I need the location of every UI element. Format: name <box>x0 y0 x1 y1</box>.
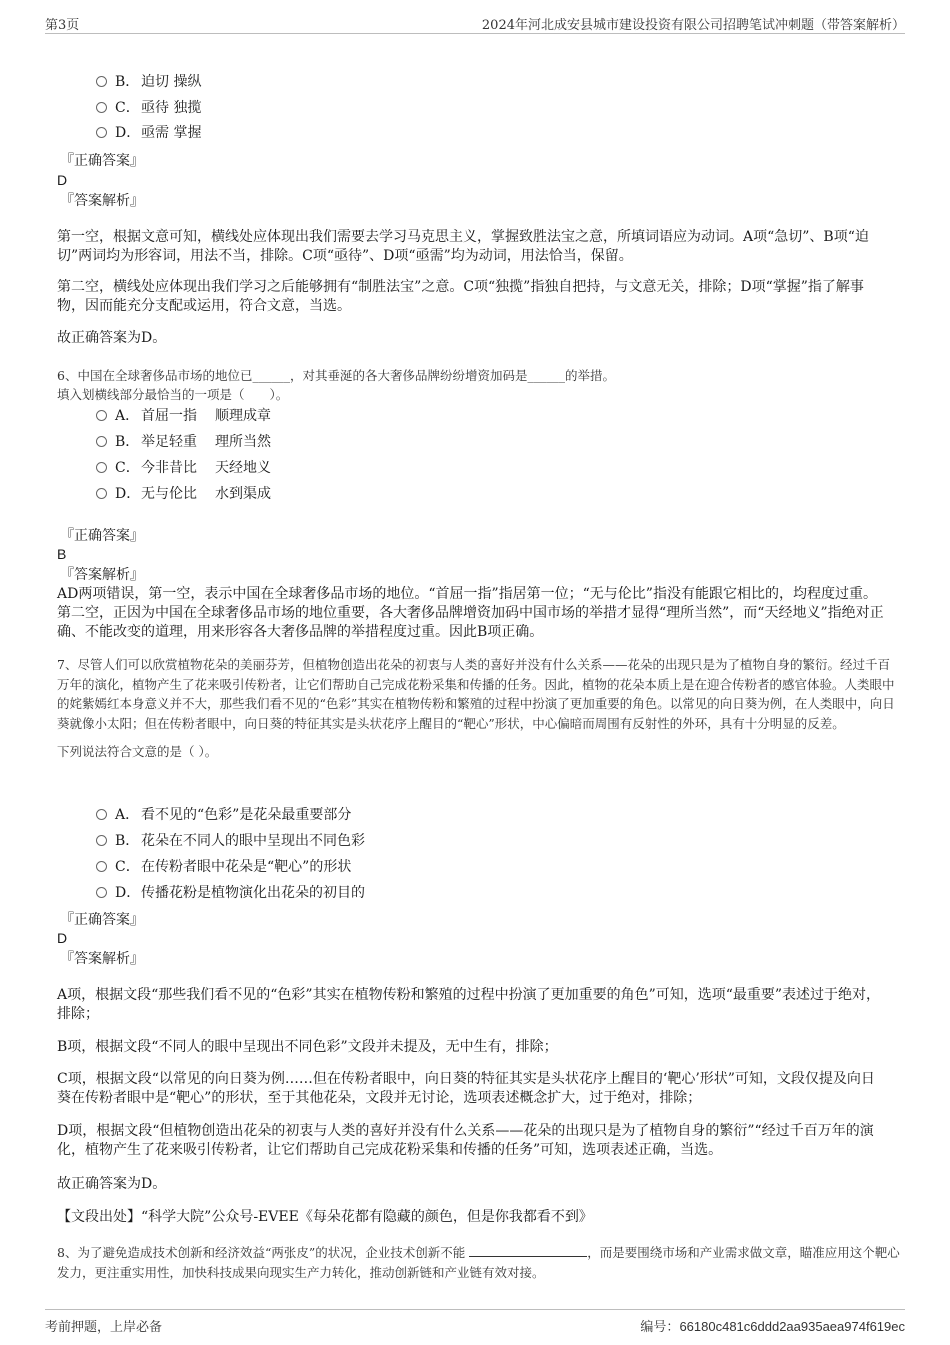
document-title: 2024年河北成安县城市建设投资有限公司招聘笔试冲刺题（带答案解析） <box>481 18 905 33</box>
analysis-paragraph: 第二空，横线处应体现出我们学习之后能够拥有“制胜法宝”之意。C项“独揽”指独自把持，与文意无关，排除；D项“掌握”指了解事物，因而能充分支配或运用，符合文意，当选。 <box>57 279 864 314</box>
radio-icon[interactable] <box>96 462 107 473</box>
analysis-paragraph: B项，根据文段“不同人的眼中呈现出不同色彩”文段并未提及，无中生有，排除； <box>57 1039 558 1055</box>
analysis-label: 『答案解析』 <box>60 193 144 209</box>
radio-icon[interactable] <box>96 488 107 499</box>
radio-icon[interactable] <box>96 835 107 846</box>
analysis-paragraph: AD两项错误，第一空，表示中国在全球奢侈品市场的地位。“首屈一指”指居第一位；“无与伦比”指没有能跟它相比的，均程度过重。第二空，正因为中国在全球奢侈品市场的地位重要，各大奢侈品牌增资加码中国市场的举措才显得“理所当然”，而“天经地义”指绝对正确、不能改变的道理，用来形容各大奢侈品牌的举措程度过重。因此B项正确。 <box>57 586 884 640</box>
analysis-label: 『答案解析』 <box>60 567 144 583</box>
option-d[interactable]: D．传播花粉是植物演化出花朵的初目的 <box>96 883 365 903</box>
option-c[interactable]: C．亟待 独揽 <box>96 98 201 118</box>
radio-icon[interactable] <box>96 887 107 898</box>
answer-value: D <box>57 930 68 946</box>
analysis-paragraph: 第一空，根据文意可知，横线处应体现出我们需要去学习马克思主义，掌握致胜法宝之意，所填词语应为动词。A项“急切”、B项“迫切”两词均为形容词，用法不当，排除。C项“亟待”、D项“亟需”均为动词，用法恰当，保留。 <box>57 229 869 264</box>
radio-icon[interactable] <box>96 861 107 872</box>
radio-icon[interactable] <box>96 436 107 447</box>
analysis-paragraph: D项，根据文段“但植物创造出花朵的初衷与人类的喜好并没有什么关系——花朵的出现只是为了植物自身的繁衍”“经过千百万年的演化，植物产生了花来吸引传粉者，让它们帮助自己完成花粉采集和传播的任务”可知，选项表述正确，当选。 <box>57 1123 874 1158</box>
page-header <box>45 9 905 34</box>
page-number: 第3页 <box>45 18 80 33</box>
option-b[interactable]: B． 花朵在不同人的眼中呈现出不同色彩 <box>96 831 365 851</box>
footer-slogan: 考前押题，上岸必备 <box>45 1320 163 1335</box>
option-d[interactable]: D．无与伦比 水到渠成 <box>96 484 271 504</box>
option-c[interactable]: C．今非昔比 天经地义 <box>96 458 271 478</box>
option-d[interactable]: D．亟需 掌握 <box>96 123 201 143</box>
fill-blank <box>469 1243 587 1257</box>
option-b[interactable]: B． 举足轻重 理所当然 <box>96 432 271 452</box>
analysis-label: 『答案解析』 <box>60 951 144 967</box>
question-stem: 6、中国在全球奢侈品市场的地位已______，对其垂涎的各大奢侈品牌纷纷增资加码是______的举措。 <box>57 368 615 383</box>
analysis-conclusion: 故正确答案为D。 <box>57 1176 167 1192</box>
analysis-paragraph: A项，根据文段“那些我们看不见的“色彩”其实在植物传粉和繁殖的过程中扮演了更加重要的角色”可知，选项“最重要”表述过于绝对，排除； <box>57 987 881 1022</box>
question-passage: 7、尽管人们可以欣赏植物花朵的美丽芬芳，但植物创造出花朵的初衷与人类的喜好并没有什么关系——花朵的出现只是为了植物自身的繁衍。经过千百万年的演化，植物产生了花来吸引传粉者，让它们帮助自己完成花粉采集和传播的任务。因此，植物的花朵本质上是在迎合传粉者的感官体验。人类眼中的姹紫嫣红本身意义并不大，那些我们看不见的“色彩”其实在植物传粉和繁殖的过程中扮演了更加重要的角色。以常见的向日葵为例，在人类眼中，向日葵就像小太阳；但在传粉者眼中，向日葵的特征其实是头状花序上醒目的“靶心”形状，中心偏暗而周围有反射性的外环，具有十分明显的反差。 <box>57 657 895 731</box>
option-b[interactable]: B． 迫切 操纵 <box>96 72 201 92</box>
answer-value: D <box>57 172 68 188</box>
answer-label: 『正确答案』 <box>60 528 144 544</box>
question-stem: 8、为了避免造成技术创新和经济效益“两张皮”的状况，企业技术创新不能 ，而是要围绕市场和产业需求做文章，瞄准应用这个靶心发力，更注重实用性，加快科技成果向现实生产力转化，推动创新链和产业链有效对接。 <box>57 1245 900 1280</box>
page-footer <box>45 1309 905 1338</box>
radio-icon[interactable] <box>96 127 107 138</box>
option-a[interactable]: A． 首屈一指 顺理成章 <box>96 406 271 426</box>
option-a[interactable]: A． 看不见的“色彩”是花朵最重要部分 <box>96 805 351 825</box>
document-code: 编号：66180c481c6ddd2aa935aea974f619ec <box>640 1319 905 1335</box>
radio-icon[interactable] <box>96 102 107 113</box>
analysis-conclusion: 故正确答案为D。 <box>57 330 167 346</box>
radio-icon[interactable] <box>96 410 107 421</box>
answer-label: 『正确答案』 <box>60 912 144 928</box>
radio-icon[interactable] <box>96 809 107 820</box>
answer-label: 『正确答案』 <box>60 153 144 169</box>
radio-icon[interactable] <box>96 76 107 87</box>
answer-value: B <box>57 546 67 562</box>
question-prompt: 下列说法符合文意的是（ ）。 <box>57 744 218 759</box>
analysis-paragraph: C项，根据文段“以常见的向日葵为例……但在传粉者眼中，向日葵的特征其实是头状花序上醒目的‘靶心’形状”可知，文段仅提及向日葵在传粉者眼中是“靶心”的形状，至于其他花朵，文段并无讨论，选项表述概念扩大，过于绝对，排除； <box>57 1071 875 1106</box>
source-citation: 【文段出处】“科学大院”公众号-EVEE《每朵花都有隐藏的颜色，但是你我都看不到》 <box>57 1209 593 1225</box>
question-prompt: 填入划横线部分最恰当的一项是（ ）。 <box>57 387 289 402</box>
option-c[interactable]: C．在传粉者眼中花朵是“靶心”的形状 <box>96 857 351 877</box>
